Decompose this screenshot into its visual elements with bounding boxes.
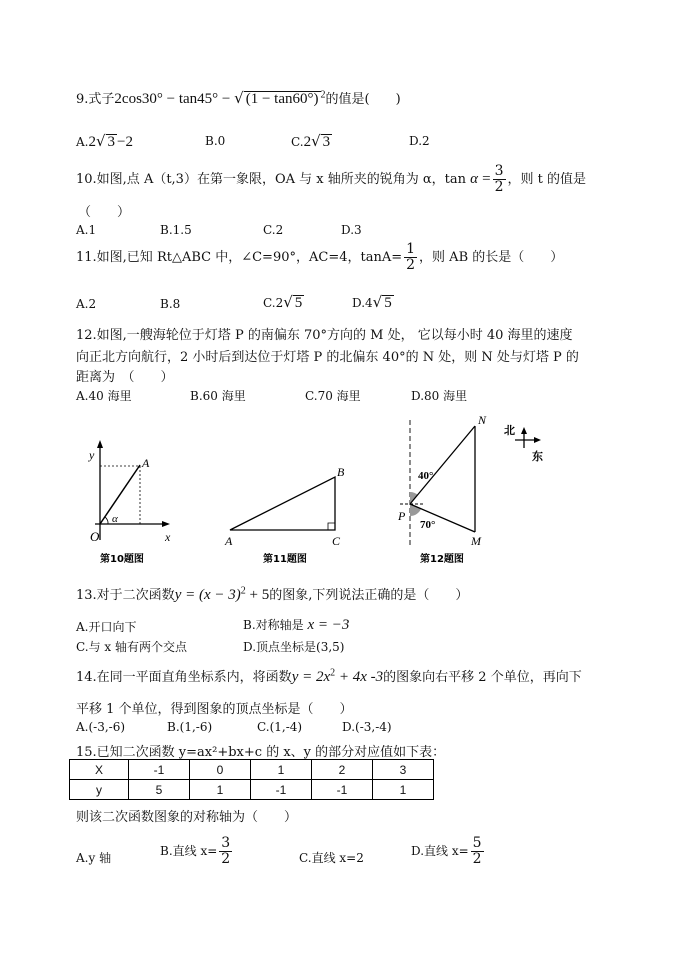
fig10-label-x: x	[165, 530, 171, 544]
fig12-north-label: 北	[504, 425, 515, 437]
q10-option-b: B.1.5	[160, 223, 192, 237]
q11-option-b: B.8	[160, 297, 181, 311]
fig11-caption: 第11题图	[263, 554, 307, 565]
q12-line-2: 向正北方向航行，2 小时后到达位于灯塔 P 的北偏东 40°的 N 处，则 N 处与灯塔 P 的	[76, 350, 579, 365]
q12-line-1: 12.如图,一艘海轮位于灯塔 P 的南偏东 70°方向的 M 处， 它以每小时 40 海里的速度	[76, 328, 573, 343]
q13-option-a: A.开口向下	[76, 620, 137, 634]
fig11-label-b: B	[337, 465, 345, 479]
fig10-x-arrow	[162, 521, 170, 527]
q14-expr: y = 2x	[291, 669, 331, 685]
q11-option-a: A.2	[76, 297, 97, 311]
value-table	[69, 759, 434, 800]
q9-prefix: 9.式子	[76, 92, 115, 107]
q14-option-a: A.(-3,-6)	[76, 720, 126, 734]
q14-line-2: 平移 1 个单位，得到图象的顶点坐标是（ ）	[76, 702, 353, 717]
q10-option-d: D.3	[341, 223, 362, 237]
q13-expr: y = (x − 3)	[174, 587, 241, 603]
question-11: 11.如图,已知 Rt△ABC 中，∠C=90°，AC=4，tanA= $\frac{1}{2}$ ，则 AB 的长是（ ）	[76, 241, 564, 273]
q13-option-b: B.对称轴是 x = −3	[243, 617, 350, 633]
q15-option-a: A.y 轴	[76, 851, 112, 865]
q9-option-a: A.2√ 3 −2	[76, 132, 134, 150]
fig12-label-p: P	[398, 509, 406, 523]
q15-option-b: B.直线 x= $\frac{3}{2}$	[160, 835, 231, 867]
question-13: 13.对于二次函数$y = (x - 3)^2 + 5$的图象,下列说法正确的是（ ）	[76, 585, 469, 603]
fig10-segment-oa	[100, 465, 140, 524]
figure-10	[88, 440, 171, 565]
table-row: X -1 0 1 2 3	[70, 760, 434, 780]
question-14: 14.在同一平面直角坐标系内，将函数$y = 2x^2 + 4x$ -3的图象向右平移 2 个单位，再向下	[76, 667, 582, 685]
q10-fraction: $\frac{3}{2}$	[494, 163, 504, 195]
q12-line-3: 距离为 （ ）	[76, 370, 174, 385]
figures	[70, 410, 590, 570]
fig12-caption: 第12题图	[420, 554, 464, 565]
fig12-label-n: N	[478, 413, 487, 427]
q15-after: 则该二次函数图象的对称轴为（ ）	[76, 810, 298, 825]
q9-suffix: 的值是( )	[325, 92, 401, 107]
q9-expr: 2cos30° − tan45° −	[114, 91, 235, 107]
fig12-label-m: M	[471, 534, 481, 548]
q12-option-a: A.40 海里	[76, 389, 132, 403]
fig11-right-angle	[328, 523, 335, 530]
fig12-segment-pn	[410, 426, 475, 504]
fig11-label-c: C	[332, 534, 341, 548]
q9-option-b: B.0	[205, 134, 226, 148]
figure-11	[224, 465, 345, 565]
q15-option-d: D.直线 x= $\frac{5}{2}$	[411, 835, 482, 867]
q14-option-d: D.(-3,-4)	[342, 720, 392, 734]
fig12-angle-70-label: 70°	[420, 519, 436, 531]
q11-option-d: D.4√ 5	[352, 293, 392, 311]
q11-fraction: $\frac{1}{2}$	[406, 241, 416, 273]
fig10-y-arrow	[97, 440, 103, 448]
fig12-east-label: 东	[532, 451, 543, 463]
fig10-label-a: A	[142, 456, 150, 470]
q12-option-d: D.80 海里	[411, 389, 468, 403]
fig12-compass-east-arrow	[534, 437, 541, 443]
q14-option-b: B.(1,-6)	[167, 720, 213, 734]
q9-option-d: D.2	[409, 134, 430, 148]
q9-option-c: C.2√ 3	[291, 132, 331, 150]
question-15: 15.已知二次函数 y=ax²+bx+c 的 x、y 的部分对应值如下表：	[76, 745, 446, 760]
question-10: 10.如图,点 A（t,3）在第一象限，OA 与 x 轴所夹的锐角为 α，tan α = $\frac{3}{2}$ ，则 t 的值是	[76, 163, 587, 195]
fig11-label-a: A	[225, 534, 233, 548]
q13-option-d: D.顶点坐标是(3,5)	[243, 640, 345, 654]
question-9	[76, 88, 401, 108]
q14-option-c: C.(1,-4)	[257, 720, 303, 734]
fig12-compass-north-arrow	[521, 427, 527, 434]
fig10-angle-arc	[105, 517, 108, 524]
q9-sup: 2	[320, 89, 326, 101]
fig12-angle-40-label: 40°	[418, 470, 434, 482]
q13-option-c: C.与 x 轴有两个交点	[76, 640, 187, 654]
figure-12	[397, 413, 543, 565]
q10-option-c: C.2	[263, 223, 284, 237]
q9-radicand: (1 − tan60°)	[245, 91, 319, 107]
q12-option-c: C.70 海里	[305, 389, 361, 403]
fig10-caption: 第10题图	[100, 554, 144, 565]
table-row: y 5 1 -1 -1 1	[70, 780, 434, 800]
fig10-label-o: O	[90, 529, 100, 544]
q12-option-b: B.60 海里	[190, 389, 246, 403]
fig10-label-y: y	[89, 448, 95, 462]
q10-option-a: A.1	[76, 223, 97, 237]
sqrt-sign: √	[234, 89, 244, 107]
q11-option-c: C.2√ 5	[263, 293, 303, 311]
q15-option-c: C.直线 x=2	[299, 851, 364, 865]
fig11-triangle	[230, 477, 335, 530]
fig10-label-alpha: α	[112, 513, 118, 525]
q10-blank: （ ）	[78, 205, 131, 220]
